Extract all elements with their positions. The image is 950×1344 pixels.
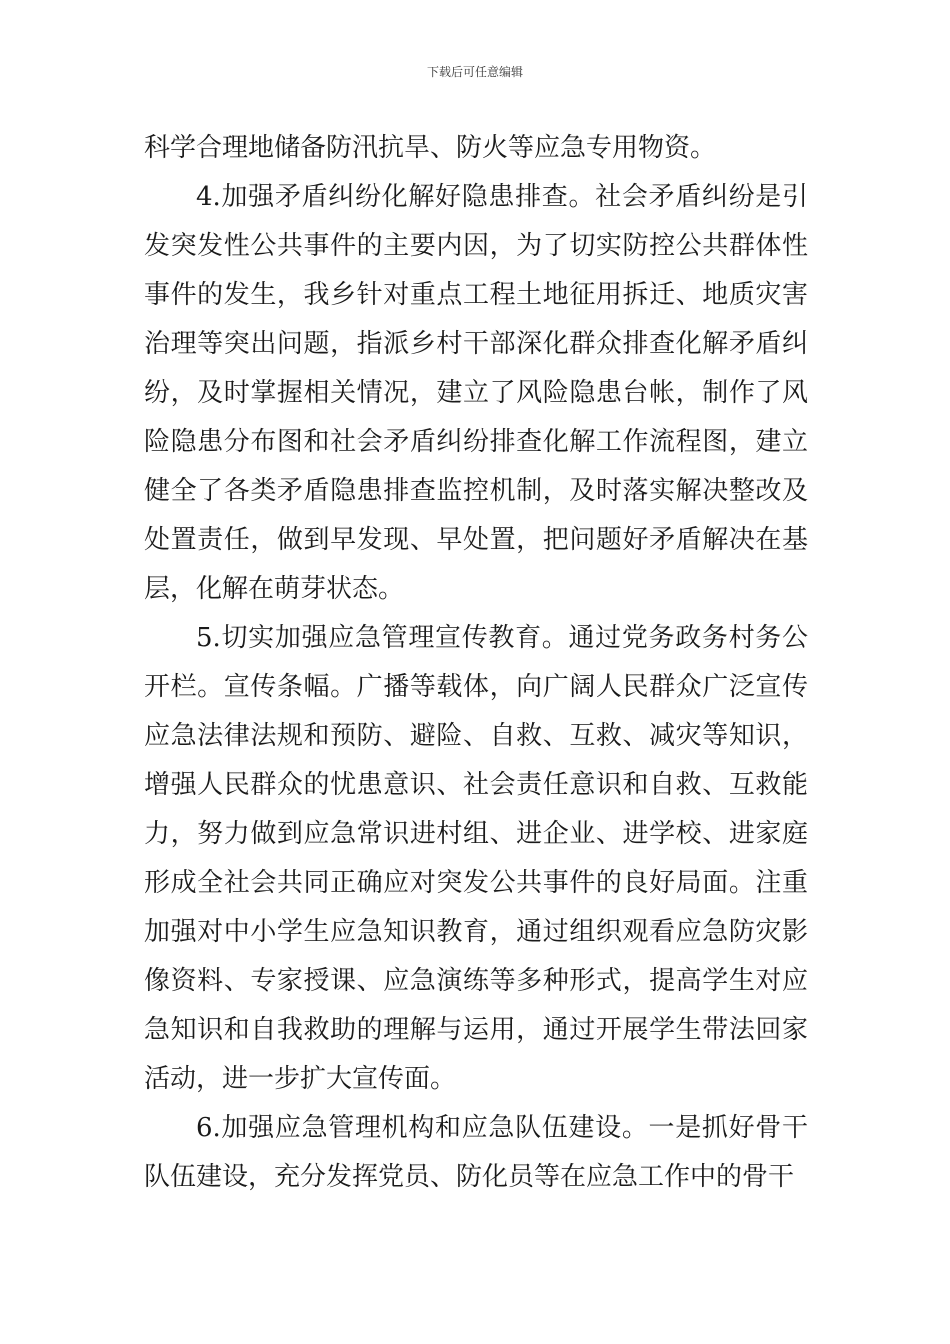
paragraph-continuation: 科学合理地储备防汛抗旱、防火等应急专用物资。 xyxy=(144,133,717,163)
paragraph-item-4: 4.加强矛盾纠纷化解好隐患排查。社会矛盾纠纷是引发突发性公共事件的主要内因，为了切实防控公共群体性事件的发生，我乡针对重点工程土地征用拆迁、地质灾害治理等突出问题，指派乡村干部深化群众排查化解矛盾纠纷，及时掌握相关情况，建立了风险隐患台帐，制作了风险隐患分布图和社会矛盾纠纷排查化解工作流程图，建立健全了各类矛盾隐患排查监控机制，及时落实解决整改及处置责任，做到早发现、早处置，把问题好矛盾解决在基层，化解在萌芽状态。 xyxy=(144,182,808,604)
document-body xyxy=(144,124,808,1202)
paragraph-item-5: 5.切实加强应急管理宣传教育。通过党务政务村务公开栏。宣传条幅。广播等载体，向广阔人民群众广泛宣传应急法律法规和预防、避险、自救、互救、减灾等知识，增强人民群众的忧患意识、社会责任意识和自救、互救能力，努力做到应急常识进村组、进企业、进学校、进家庭形成全社会共同正确应对突发公共事件的良好局面。注重加强对中小学生应急知识教育，通过组织观看应急防灾影像资料、专家授课、应急演练等多种形式，提高学生对应急知识和自我救助的理解与运用，通过开展学生带法回家活动，进一步扩大宣传面。 xyxy=(144,623,808,1094)
paragraph-item-6: 6.加强应急管理机构和应急队伍建设。一是抓好骨干队伍建设，充分发挥党员、防化员等在应急工作中的骨干 xyxy=(144,1113,808,1192)
page-header-note: 下载后可任意编辑 xyxy=(426,65,523,79)
